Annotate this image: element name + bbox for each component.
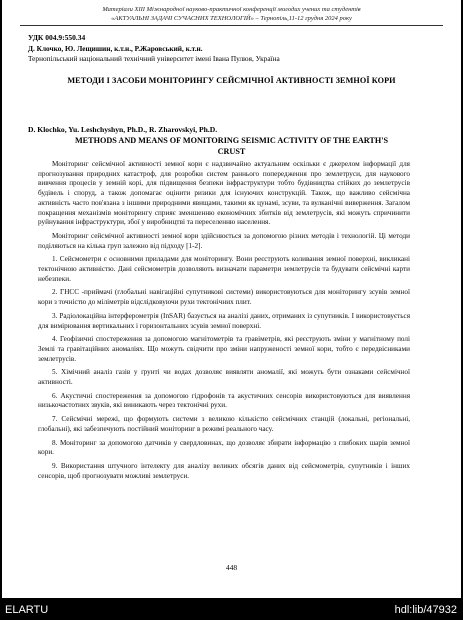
paragraph: 8. Моніторинг за допомогою датчиків у свердловинах, що дозволяє збирати інформацію з глибоких шарів земної кори. — [38, 438, 410, 457]
paragraph: 7. Сейсмічні мережі, що формують системи з великою кількістю сейсмічних станцій (локальні, регіональні, глобальні), які забезпечують постійний моніторинг в режимі реального часу. — [38, 415, 410, 433]
page-number: 448 — [225, 563, 238, 572]
repository-name: ELARTU — [5, 604, 49, 616]
handle-identifier[interactable]: hdl:lib/47932 — [394, 604, 457, 616]
header-divider — [20, 25, 443, 26]
affiliation: Тернопільський національний технічний університет імені Івана Пулюя, Україна — [28, 54, 280, 63]
paragraph: 5. Хімічний аналіз газів у ґрунті чи водах дозволяє виявляти аномалії, які можуть бути ознаками сейсмічної активності. — [38, 368, 410, 387]
paragraph: 3. Радіолокаційна інтерферометрія (InSAR) базується на аналізі даних, отриманих із супутників. І використовується для вимірювання вертикальних і горизонтальних зсувів земної поверхні. — [38, 311, 410, 330]
conference-header-line2: «АКТУАЛЬНІ ЗАДАЧІ СУЧАСНИХ ТЕХНОЛОГІЙ» – Тернопіль,11-12 грудня 2024 року — [111, 14, 352, 22]
title-ua: МЕТОДИ І ЗАСОБИ МОНІТОРИНГУ СЕЙСМІЧНОЇ АКТИВНОСТІ ЗЕМНОЇ КОРИ — [67, 76, 396, 85]
paragraph: 1. Сейсмометри є основними приладами для моніторингу. Вони реєструють коливання земної поверхні, викликані тектонічною активністю. Дані сейсмометрів дозволяють визначати параметри землетрусів та будувати сейсмічні карти небезпеки. — [38, 255, 410, 283]
udk-code: УДК 004.9:550.34 — [28, 33, 86, 42]
paragraph: 4. Геофізичні спостереження за допомогою магнітометрів та гравіметрів, які реєструють зміни у магнітному полі Землі та гравітаційних аномаліях. Що можуть свідчити про зміни напруженості земної кори, тобто є передвісниками землетрусів. — [38, 335, 410, 363]
paragraph: 6. Акустичні спостереження за допомогою гідрофонів та акустичних сенсорів використовуються для виявлення низькочастотних звуків, які виникають через тектонічні рухи. — [38, 391, 410, 410]
conference-header-line1: Матеріали XIII Міжнародної науково-практичної конференції молодих учених та студентів — [102, 6, 361, 13]
authors-ua: Д. Клочко, Ю. Лещишин, к.т.н., Р.Жаровський, к.т.н. — [28, 44, 203, 53]
paragraph: 9. Використання штучного інтелекту для аналізу великих обсягів даних від сейсмометрів, супутників і інших сенсорів, щоб прогнозувати можливі землетруси. — [38, 461, 410, 480]
paragraph: 2. ГНСС -приймачі (глобальні навігаційні супутникові системи) використовуються для моніторингу зсувів земної кори з точністю до міліметрів відслідковуючи рухи тектонічних плит. — [38, 288, 410, 307]
authors-en: D. Klochko, Yu. Leshchyshyn, Ph.D., R. Zharovskyi, Ph.D. — [28, 125, 218, 134]
paragraph: Моніторинг сейсмічної активності земної кори здійснюється за допомогою різних методів і технологій. Ці методи поділяються на кілька груп залежно від підходу [1-2]. — [38, 231, 410, 250]
document-page — [2, 0, 461, 598]
conference-header — [20, 6, 443, 23]
paragraph: Моніторинг сейсмічної активності земної кори є надзвичайно актуальним оскільки є джерелом інформації для прогнозування природних катастроф, для розробки систем раннього попередження про землетруси, для наукового вивчення процесів у земній корі, для підвищення безпеки інфраструктури тобто будівництва стійких до землетрусів будівель і споруд, а також допомагає оцінити ризики для існуючих конструкцій. Також, що важливо сейсмічна активність часто пов'язана з іншими природними явищами, такими як цунамі, зсуви, та вулканічні виверження. Загалом покращення механізмів моніторингу сприяє зменшенню економічних збитків від землетрусів, які можуть спричинити руйнування інфраструктури, збої у виробництві та переселенню населення. — [38, 160, 410, 227]
title-en: METHODS AND MEANS OF MONITORING SEISMIC ACTIVITY OF THE EARTH'S CRUST — [74, 136, 389, 156]
article-body — [38, 160, 410, 485]
